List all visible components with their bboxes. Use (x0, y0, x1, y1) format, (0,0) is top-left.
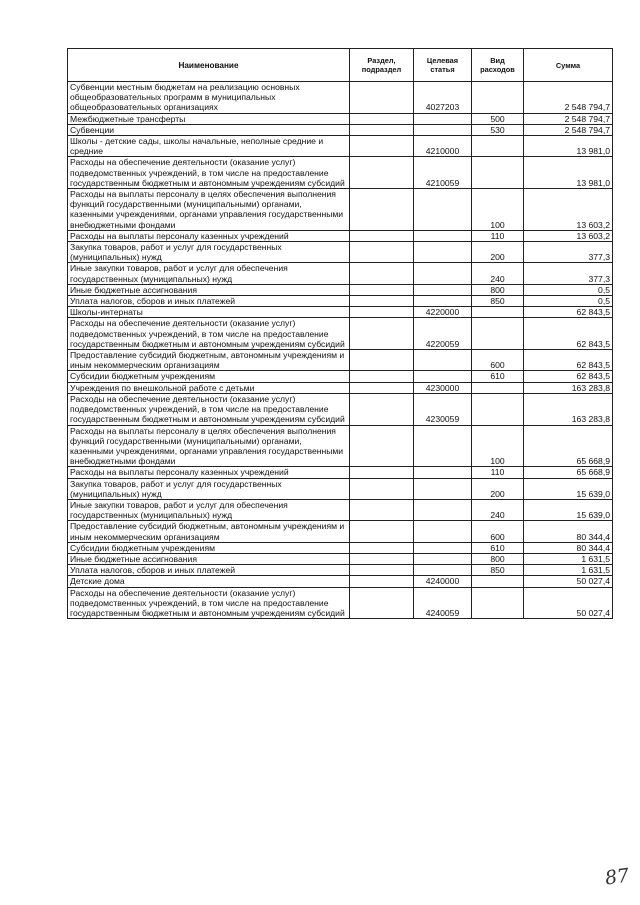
cell-code (414, 553, 472, 564)
cell-name: Субсидии бюджетным учреждениям (68, 542, 350, 553)
table-row (68, 230, 613, 241)
cell-vid: 500 (472, 113, 524, 124)
cell-name: Расходы на обеспечение деятельности (оказание услуг) подведомственных учреждений, в том числе на предоставление государственным бюджетным и автономным учреждениям субсидий (68, 157, 350, 189)
cell-razdel (350, 478, 414, 499)
table-row (68, 82, 613, 114)
cell-code (414, 478, 472, 499)
table-row (68, 350, 613, 371)
cell-sum: 1 631,5 (524, 553, 613, 564)
cell-sum: 13 603,2 (524, 189, 613, 231)
table-row (68, 242, 613, 263)
cell-razdel (350, 587, 414, 619)
cell-name: Предоставление субсидий бюджетным, автономным учреждениям и иным некоммерческим организациям (68, 350, 350, 371)
cell-name: Иные закупки товаров, работ и услуг для обеспечения государственных (муниципальных) нужд (68, 499, 350, 520)
cell-name: Субвенции местным бюджетам на реализацию основных общеобразовательных программ в муниципальных общеобразовательных организациях (68, 82, 350, 114)
cell-sum: 163 283,8 (524, 393, 613, 425)
cell-name: Межбюджетные трансферты (68, 113, 350, 124)
cell-name: Уплата налогов, сборов и иных платежей (68, 296, 350, 307)
cell-sum: 50 027,4 (524, 576, 613, 587)
cell-vid: 240 (472, 263, 524, 284)
cell-name: Закупка товаров, работ и услуг для государственных (муниципальных) нужд (68, 478, 350, 499)
header-vid: Вид расходов (472, 49, 524, 82)
table-row (68, 576, 613, 587)
cell-razdel (350, 542, 414, 553)
cell-vid: 610 (472, 371, 524, 382)
table-row (68, 124, 613, 135)
cell-name: Школы - детские сады, школы начальные, неполные средние и средние (68, 136, 350, 157)
cell-razdel (350, 242, 414, 263)
table-row (68, 521, 613, 542)
cell-sum: 80 344,4 (524, 521, 613, 542)
cell-razdel (350, 230, 414, 241)
cell-sum: 15 639,0 (524, 499, 613, 520)
cell-sum: 15 639,0 (524, 478, 613, 499)
cell-sum: 62 843,5 (524, 371, 613, 382)
cell-code (414, 425, 472, 467)
cell-razdel (350, 350, 414, 371)
cell-razdel (350, 113, 414, 124)
cell-vid: 530 (472, 124, 524, 135)
cell-code: 4210000 (414, 136, 472, 157)
cell-razdel (350, 467, 414, 478)
table-row (68, 478, 613, 499)
cell-name: Расходы на выплаты персоналу казенных учреждений (68, 230, 350, 241)
cell-razdel (350, 382, 414, 393)
budget-table-sheet (67, 48, 612, 619)
table-header-row (68, 49, 613, 82)
header-name: Наименование (68, 49, 350, 82)
cell-name: Иные бюджетные ассигнования (68, 284, 350, 295)
table-row (68, 157, 613, 189)
cell-vid (472, 587, 524, 619)
cell-razdel (350, 393, 414, 425)
cell-sum: 2 548 794,7 (524, 113, 613, 124)
cell-razdel (350, 307, 414, 318)
cell-razdel (350, 553, 414, 564)
table-row (68, 371, 613, 382)
cell-razdel (350, 565, 414, 576)
cell-vid (472, 393, 524, 425)
cell-name: Субвенции (68, 124, 350, 135)
cell-razdel (350, 499, 414, 520)
cell-vid: 610 (472, 542, 524, 553)
table-row (68, 382, 613, 393)
cell-razdel (350, 521, 414, 542)
cell-sum: 163 283,8 (524, 382, 613, 393)
cell-code: 4210059 (414, 157, 472, 189)
cell-code (414, 124, 472, 135)
cell-code (414, 521, 472, 542)
cell-code: 4220059 (414, 318, 472, 350)
cell-vid (472, 576, 524, 587)
cell-vid: 240 (472, 499, 524, 520)
cell-razdel (350, 124, 414, 135)
cell-vid: 200 (472, 478, 524, 499)
cell-vid: 850 (472, 296, 524, 307)
cell-name: Субсидии бюджетным учреждениям (68, 371, 350, 382)
cell-razdel (350, 82, 414, 114)
cell-code (414, 565, 472, 576)
table-row (68, 553, 613, 564)
cell-razdel (350, 136, 414, 157)
cell-name: Расходы на обеспечение деятельности (оказание услуг) подведомственных учреждений, в том числе на предоставление государственным бюджетным и автономным учреждениям субсидий (68, 393, 350, 425)
cell-code (414, 542, 472, 553)
table-row (68, 499, 613, 520)
cell-code: 4230000 (414, 382, 472, 393)
cell-name: Предоставление субсидий бюджетным, автономным учреждениям и иным некоммерческим организациям (68, 521, 350, 542)
cell-vid: 100 (472, 189, 524, 231)
cell-code (414, 467, 472, 478)
table-row (68, 189, 613, 231)
cell-name: Учреждения по внешкольной работе с детьми (68, 382, 350, 393)
cell-sum: 1 631,5 (524, 565, 613, 576)
cell-vid (472, 157, 524, 189)
cell-vid: 850 (472, 565, 524, 576)
cell-vid: 110 (472, 467, 524, 478)
cell-vid (472, 82, 524, 114)
table-row (68, 587, 613, 619)
cell-name: Расходы на обеспечение деятельности (оказание услуг) подведомственных учреждений, в том числе на предоставление государственным бюджетным и автономным учреждениям субсидий (68, 587, 350, 619)
cell-name: Иные бюджетные ассигнования (68, 553, 350, 564)
cell-vid: 600 (472, 521, 524, 542)
cell-sum: 13 603,2 (524, 230, 613, 241)
cell-sum: 62 843,5 (524, 307, 613, 318)
header-razdel: Раздел, подраздел (350, 49, 414, 82)
cell-razdel (350, 263, 414, 284)
cell-name: Расходы на выплаты персоналу в целях обеспечения выполнения функций государственными (муниципальными) органами, казенными учреждениями, органами управления государственными внебюджетными фондами (68, 425, 350, 467)
table-row (68, 542, 613, 553)
cell-sum: 80 344,4 (524, 542, 613, 553)
cell-vid: 800 (472, 284, 524, 295)
header-sum: Сумма (524, 49, 613, 82)
cell-code: 4220000 (414, 307, 472, 318)
cell-name: Школы-интернаты (68, 307, 350, 318)
table-row (68, 425, 613, 467)
table-row (68, 393, 613, 425)
cell-sum: 65 668,9 (524, 467, 613, 478)
cell-code (414, 263, 472, 284)
cell-code: 4027203 (414, 82, 472, 114)
table-row (68, 307, 613, 318)
cell-razdel (350, 157, 414, 189)
cell-code (414, 230, 472, 241)
cell-code (414, 113, 472, 124)
budget-table (67, 48, 613, 619)
table-row (68, 263, 613, 284)
table-row (68, 136, 613, 157)
header-code: Целевая статья (414, 49, 472, 82)
table-row (68, 565, 613, 576)
cell-sum: 2 548 794,7 (524, 82, 613, 114)
cell-code (414, 371, 472, 382)
cell-name: Расходы на выплаты персоналу в целях обеспечения выполнения функций государственными (муниципальными) органами, казенными учреждениями, органами управления государственными внебюджетными фондами (68, 189, 350, 231)
cell-code (414, 499, 472, 520)
table-row (68, 113, 613, 124)
cell-vid: 100 (472, 425, 524, 467)
table-body (68, 82, 613, 619)
cell-razdel (350, 425, 414, 467)
table-row (68, 318, 613, 350)
cell-sum: 62 843,5 (524, 318, 613, 350)
cell-razdel (350, 371, 414, 382)
cell-name: Расходы на выплаты персоналу казенных учреждений (68, 467, 350, 478)
cell-sum: 2 548 794,7 (524, 124, 613, 135)
cell-sum: 377,3 (524, 263, 613, 284)
cell-razdel (350, 284, 414, 295)
cell-name: Детские дома (68, 576, 350, 587)
cell-code (414, 350, 472, 371)
cell-code: 4240000 (414, 576, 472, 587)
cell-vid: 800 (472, 553, 524, 564)
cell-sum: 13 981,0 (524, 136, 613, 157)
table-row (68, 284, 613, 295)
cell-vid: 110 (472, 230, 524, 241)
cell-code: 4240059 (414, 587, 472, 619)
cell-code: 4230059 (414, 393, 472, 425)
cell-sum: 0,5 (524, 296, 613, 307)
cell-vid (472, 382, 524, 393)
cell-sum: 65 668,9 (524, 425, 613, 467)
cell-name: Уплата налогов, сборов и иных платежей (68, 565, 350, 576)
cell-vid: 200 (472, 242, 524, 263)
cell-code (414, 189, 472, 231)
cell-name: Иные закупки товаров, работ и услуг для обеспечения государственных (муниципальных) нужд (68, 263, 350, 284)
cell-sum: 0,5 (524, 284, 613, 295)
cell-razdel (350, 296, 414, 307)
cell-name: Расходы на обеспечение деятельности (оказание услуг) подведомственных учреждений, в том числе на предоставление государственным бюджетным и автономным учреждениям субсидий (68, 318, 350, 350)
cell-sum: 50 027,4 (524, 587, 613, 619)
page-number: 87 (603, 864, 631, 890)
cell-sum: 377,3 (524, 242, 613, 263)
cell-name: Закупка товаров, работ и услуг для государственных (муниципальных) нужд (68, 242, 350, 263)
cell-razdel (350, 318, 414, 350)
cell-razdel (350, 576, 414, 587)
cell-code (414, 284, 472, 295)
table-row (68, 467, 613, 478)
cell-vid: 600 (472, 350, 524, 371)
cell-vid (472, 307, 524, 318)
cell-razdel (350, 189, 414, 231)
table-row (68, 296, 613, 307)
cell-vid (472, 136, 524, 157)
cell-sum: 13 981,0 (524, 157, 613, 189)
cell-code (414, 242, 472, 263)
cell-vid (472, 318, 524, 350)
cell-code (414, 296, 472, 307)
cell-sum: 62 843,5 (524, 350, 613, 371)
